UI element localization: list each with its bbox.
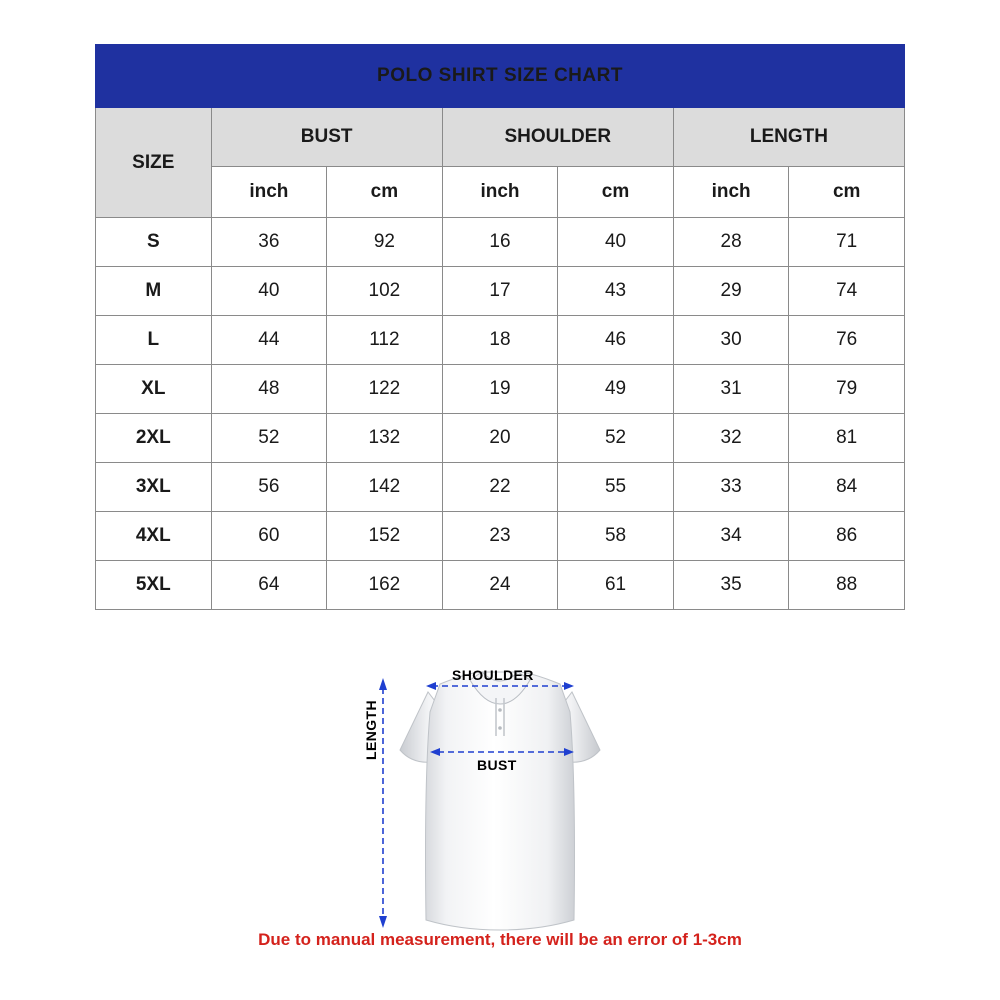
row-bust-cm: 112 (327, 316, 443, 365)
measurement-note: Due to manual measurement, there will be an error of 1-3cm (258, 930, 742, 949)
row-bust-inch: 60 (211, 512, 327, 561)
row-shoulder-inch: 20 (442, 414, 558, 463)
unit-length-inch: inch (673, 167, 789, 218)
row-bust-cm: 152 (327, 512, 443, 561)
table-row (96, 512, 905, 561)
unit-bust-inch: inch (211, 167, 327, 218)
table-unit-row (96, 167, 905, 218)
row-length-inch: 29 (673, 267, 789, 316)
table-row (96, 218, 905, 267)
row-bust-inch: 52 (211, 414, 327, 463)
row-length-cm: 81 (789, 414, 905, 463)
header-bust: BUST (211, 108, 442, 167)
table-row (96, 463, 905, 512)
row-shoulder-inch: 18 (442, 316, 558, 365)
row-length-inch: 32 (673, 414, 789, 463)
row-shoulder-inch: 16 (442, 218, 558, 267)
bust-label: BUST (477, 757, 517, 773)
row-length-cm: 74 (789, 267, 905, 316)
row-shoulder-cm: 55 (558, 463, 674, 512)
size-chart-table (95, 44, 905, 610)
unit-shoulder-inch: inch (442, 167, 558, 218)
table-row (96, 365, 905, 414)
row-shoulder-cm: 43 (558, 267, 674, 316)
table-row (96, 316, 905, 365)
row-size: XL (96, 365, 212, 414)
row-bust-cm: 142 (327, 463, 443, 512)
row-length-inch: 34 (673, 512, 789, 561)
row-length-cm: 84 (789, 463, 905, 512)
unit-length-cm: cm (789, 167, 905, 218)
row-size: 2XL (96, 414, 212, 463)
row-bust-inch: 64 (211, 561, 327, 610)
row-shoulder-inch: 17 (442, 267, 558, 316)
row-shoulder-cm: 61 (558, 561, 674, 610)
table-title-row (96, 45, 905, 108)
row-bust-inch: 48 (211, 365, 327, 414)
page-title: POLO SHIRT SIZE CHART (96, 45, 905, 108)
row-shoulder-cm: 58 (558, 512, 674, 561)
row-bust-inch: 40 (211, 267, 327, 316)
row-length-inch: 28 (673, 218, 789, 267)
row-length-cm: 71 (789, 218, 905, 267)
row-shoulder-inch: 19 (442, 365, 558, 414)
unit-bust-cm: cm (327, 167, 443, 218)
row-length-inch: 31 (673, 365, 789, 414)
row-length-cm: 79 (789, 365, 905, 414)
row-size: 5XL (96, 561, 212, 610)
header-size: SIZE (96, 108, 212, 218)
table-row (96, 414, 905, 463)
row-bust-cm: 122 (327, 365, 443, 414)
size-chart-table-wrapper (95, 44, 905, 610)
table-group-header-row (96, 108, 905, 167)
table-row (96, 267, 905, 316)
row-size: L (96, 316, 212, 365)
row-size: M (96, 267, 212, 316)
row-bust-cm: 132 (327, 414, 443, 463)
row-size: S (96, 218, 212, 267)
row-length-inch: 33 (673, 463, 789, 512)
measurement-diagram (0, 632, 1000, 932)
row-shoulder-inch: 24 (442, 561, 558, 610)
row-bust-cm: 162 (327, 561, 443, 610)
shoulder-label: SHOULDER (452, 667, 534, 683)
row-bust-cm: 92 (327, 218, 443, 267)
row-shoulder-inch: 23 (442, 512, 558, 561)
row-length-cm: 86 (789, 512, 905, 561)
row-shoulder-inch: 22 (442, 463, 558, 512)
row-shoulder-cm: 52 (558, 414, 674, 463)
row-length-inch: 30 (673, 316, 789, 365)
row-size: 4XL (96, 512, 212, 561)
length-label: LENGTH (363, 700, 379, 760)
row-length-cm: 88 (789, 561, 905, 610)
row-bust-inch: 44 (211, 316, 327, 365)
unit-shoulder-cm: cm (558, 167, 674, 218)
row-shoulder-cm: 40 (558, 218, 674, 267)
row-length-inch: 35 (673, 561, 789, 610)
row-bust-cm: 102 (327, 267, 443, 316)
row-size: 3XL (96, 463, 212, 512)
row-bust-inch: 56 (211, 463, 327, 512)
row-length-cm: 76 (789, 316, 905, 365)
header-length: LENGTH (673, 108, 904, 167)
table-row (96, 561, 905, 610)
row-shoulder-cm: 46 (558, 316, 674, 365)
row-bust-inch: 36 (211, 218, 327, 267)
row-shoulder-cm: 49 (558, 365, 674, 414)
header-shoulder: SHOULDER (442, 108, 673, 167)
